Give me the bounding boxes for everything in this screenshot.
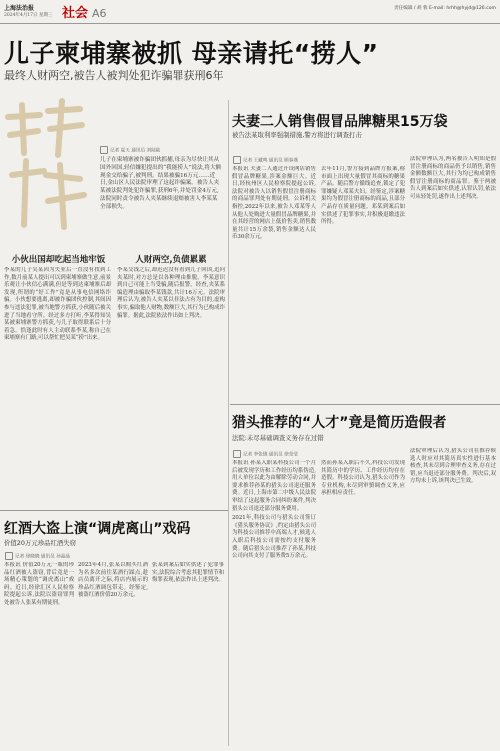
lead-headline: 儿子柬埔寨被抓 母亲请托“捞人” bbox=[4, 39, 379, 68]
lead-subtitle-2: 人财两空,负债累累 bbox=[135, 255, 207, 265]
page-number: A6 bbox=[92, 7, 107, 20]
article3-col3: 法院审理后认为,猎头公司在推荐候选人时应对其简历真实性进行基本核查,其未尽到合理审查义务,存在过错,应当退还部分服务费。判决后,双方均未上诉,该判决已生效。 bbox=[410, 448, 496, 485]
lead-body-col1: 李某的儿子吴某因为失业后一直没有找到工作,数月前某人提出可以到柬埔寨做生意,前景乐观让小伙信心满满,但是等到达柬埔寨后却发现,所谓的“好工作”竟是从事电信网络诈骗。小伙想要逃离,却被诈骗团伙控制,其间因参与违法犯罪,被当地警方抓获,小伙随后被关进了当地看守所。经过多方打听,李某得知吴某被柬埔寨警方抓获,与儿子取得联系后十分着急。恰逢此时有人主动联系李某,称自己在柬埔寨有门路,可以帮忙把吴某“捞”出来。 bbox=[4, 267, 111, 342]
article4-col3: 张某到案后如实供述了犯罪事实,法院综合考虑其犯罪情节和悔罪表现,依法作出上述判决。 bbox=[152, 562, 224, 584]
article4-byline: 记者 徐晓晓 通讯员 孙晶晶 bbox=[5, 552, 70, 560]
article2-byline: 记者 王藏鸣 通讯员 顾春燕 bbox=[233, 156, 298, 164]
article-divider bbox=[230, 404, 500, 405]
date-line: 2024年4月17日 星期三 bbox=[4, 13, 53, 18]
reporter-icon bbox=[233, 450, 241, 458]
article3-title: 猎头推荐的“人才”竟是简历造假者 bbox=[232, 415, 447, 431]
article3-byline: 记者 李张锦 通讯员 徐莹莹 bbox=[233, 450, 298, 458]
lead-byline: 记者 夏天 通讯员 刘陆陆 bbox=[100, 146, 160, 154]
article2-subtitle: 被告法某取利率强制措施,警方将进行调查打击 bbox=[232, 131, 362, 139]
article4-col2: 2023年4月,张某以购买红酒为名多次前往某酒行踩点,趁店员离开之际,将店内展示的珍品红酒调包带走。经鉴定,被盗红酒价值20万余元。 bbox=[78, 562, 148, 599]
article2-col3: 法院审理认为,两名被告人明知是假冒注册商标的商品仍予以销售,销售金额数额巨大,其行为均已构成销售假冒注册商标的商品罪。鉴于两被告人到案后如实供述,认罪认罚,依法可从轻处罚,遂作出上述判决。 bbox=[410, 156, 496, 200]
lead-subhead: 最终人财两空,被告人被判处犯诈骗罪获刑6年 bbox=[4, 69, 224, 82]
editor-line: 责任编辑 / 胡 蓉 E-mail: hrhh@hyjd@126.com bbox=[394, 6, 496, 11]
article2-title: 夫妻二人销售假冒品牌糖果15万袋 bbox=[232, 114, 448, 130]
article3-col1: 本报讯 孙某入职某科技公司一个月后被发现学历和工作经历均系伪造,用人单位以此为由解除劳动合同,并要求推荐孙某的猎头公司退还服务费。近日,上海市第二中级人民法院审结了这起服务合同纠纷案件,判决猎头公司退还部分服务费用。 2021年,科技公司与猎头公司签订《猎头服务协议》,约定由猎头公司为科技公司推荐中高端人才,候选人入职后科技公司需按约支付服务费。随后猎头公司推荐了孙某,科技公司向其支付了服务费5万余元。 bbox=[232, 460, 316, 560]
paper-name: 上海法治报 bbox=[4, 5, 35, 12]
reporter-icon bbox=[233, 156, 241, 164]
article4-subtitle: 价值20万元珍品红酒失窃 bbox=[4, 539, 77, 547]
masthead-rule bbox=[0, 23, 500, 24]
article2-col2: 去年11月,警方接到品牌方报案,称市面上出现大量假冒其商标的糖果产品。随后警方循线追查,锁定了犯罪嫌疑人邓某夫妇。经鉴定,涉案糖果均为假冒注册商标的商品,且部分产品存在质量问题。邓某到案后如实供述了犯罪事实,并积极退缴违法所得。 bbox=[321, 166, 405, 226]
article3-col2: 然而孙某入职后不久,科技公司发现其简历中的学历、工作经历均存在造假。科技公司认为,猎头公司作为专业机构,未尽到审慎调查义务,应承担相应责任。 bbox=[321, 460, 405, 497]
reporter-icon bbox=[100, 146, 108, 154]
article2-col1: 本报讯 夫妻二人通过开设网店销售假冒品牌糖果,涉案金额巨大。近日,经杭州区人民检察院提起公诉,法院对被告人以销售假冒注册商标的商品罪判处有期徒刑。公诉机关指控,2022年以来,被告人邓某等人从他人处购进大量假冒品牌糖果,并在其经营的网店上低价售卖,销售数量共计15万余袋,销售金额达人民币30余万元。 bbox=[232, 166, 316, 241]
article3-subtitle: 法院:未尽基础调查义务存在过错 bbox=[232, 434, 324, 442]
lead-intro: 儿子在柬埔寨被诈骗团伙抓捕,母亲为尽快让其从国外回国,轻信嫌犯提出的“我能捞人”说法,将大额现金交给骗子,被判刑。结果被骗16万元……近日,金山区人民法院审理了这起诈骗案。被告人夹某被法院判处犯诈骗罪,获刑6年,并处罚金4万元,法院同时责令被告人夹某继续退赔被害人李某某全部损失。 bbox=[100, 157, 222, 210]
section-name: 社会 bbox=[62, 6, 89, 21]
reporter-icon bbox=[5, 552, 13, 560]
section-label bbox=[62, 2, 107, 21]
lead-body-col2: 李某交钱之后,却迟迟没有看到儿子回国,追问夹某时,对方总是以各种理由推脱。李某意识到自己可能上当受骗,随后报警。经查,夹某系编造理由骗取李某钱款,共计16万元。法院审理后认为,被告人夹某以非法占有为目的,虚构事实,骗取他人财物,数额巨大,其行为已构成诈骗罪。据此,法院依法作出如上判决。 bbox=[117, 267, 225, 319]
article4-col1: 本报讯 价值20万元一瓶的珍品红酒被人盗窃,背后竟是一场精心策划的“调虎离山”戏码。近日,经徐汇区人民检察院提起公诉,法院以盗窃罪判处被告人张某有期徒刑。 bbox=[4, 562, 74, 606]
column-divider bbox=[228, 100, 229, 746]
article4-top-rule bbox=[0, 510, 228, 511]
lead-subtitle-1: 小伙出国却吃起当地牢饭 bbox=[11, 255, 106, 265]
article4-title: 红酒大盗上演“调虎离山”戏码 bbox=[4, 521, 191, 537]
decorative-calligraphy bbox=[0, 95, 90, 245]
